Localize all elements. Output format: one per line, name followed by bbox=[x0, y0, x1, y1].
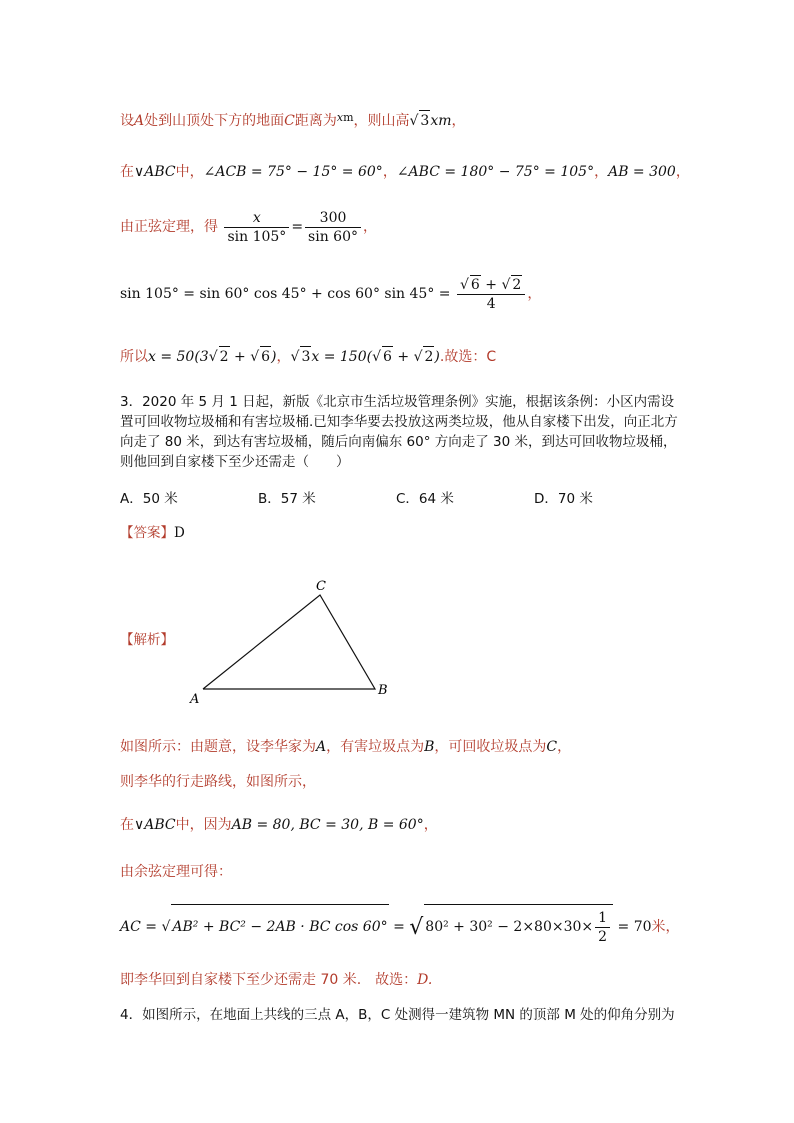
solution-line-5 bbox=[120, 346, 496, 367]
plus: + bbox=[229, 349, 251, 365]
given-values: AB = 80, BC = 30, B = 60° bbox=[231, 817, 424, 833]
denominator: sin 105° bbox=[227, 228, 287, 245]
var-A: A bbox=[134, 113, 145, 129]
numerator: √ 6 + √ 2 bbox=[457, 275, 525, 295]
var-xm: xm bbox=[430, 113, 452, 129]
answer-value: D bbox=[174, 525, 185, 541]
text: 中，因为 bbox=[175, 817, 232, 833]
text: ， bbox=[382, 164, 397, 180]
angle-acb-eq: ∠ACB = 75° − 15° = 60° bbox=[203, 164, 383, 180]
option-c: C．64 米 bbox=[396, 491, 454, 507]
sqrt-value: 6 bbox=[470, 277, 480, 293]
denominator: 2 bbox=[598, 928, 608, 945]
triangle-figure bbox=[180, 570, 400, 710]
expr: x = 150( bbox=[311, 349, 373, 365]
sqrt-value: 3 bbox=[300, 346, 311, 367]
numerator: 300 bbox=[305, 209, 361, 228]
sqrt-value: 3 bbox=[419, 110, 430, 131]
sol3-line-4: 由余弦定理可得： bbox=[120, 864, 232, 880]
expr: 80² + 30² − 2×80×30× bbox=[425, 919, 594, 935]
text: ，可回收垃圾点为 bbox=[434, 739, 547, 755]
var-B: B bbox=[424, 739, 435, 755]
text: 距离为 bbox=[294, 113, 337, 129]
vertex-label-c: C bbox=[316, 579, 326, 594]
denominator: sin 60° bbox=[308, 228, 358, 245]
triangle-edges bbox=[203, 595, 375, 689]
height-result: √ 3x = 150(√ 6 + √ 2) bbox=[291, 349, 440, 365]
fraction-x-sin105 bbox=[224, 209, 289, 246]
unit: 米， bbox=[651, 919, 680, 935]
sin105-expansion: sin 105° = sin 60° cos 45° + cos 60° sin 45° = bbox=[120, 286, 451, 302]
vertex-label-a: A bbox=[190, 692, 200, 707]
option-a: A．50 米 bbox=[120, 491, 178, 507]
var-x: x bbox=[336, 111, 344, 124]
equals: = bbox=[291, 219, 304, 235]
fraction-half bbox=[595, 909, 610, 946]
expr: x = 50(3 bbox=[148, 349, 209, 365]
angle-abc-eq: ∠ABC = 180° − 75° = 105° bbox=[396, 164, 595, 180]
vertex-label-b: B bbox=[378, 683, 388, 698]
text: ， bbox=[276, 349, 291, 365]
text: 设 bbox=[120, 113, 134, 129]
option-d: D．70 米 bbox=[534, 491, 593, 507]
text: 即李华回到自家楼下至少还需走 70 米. 故选： bbox=[120, 972, 418, 988]
plus: + bbox=[392, 349, 414, 365]
solution-line-2 bbox=[120, 162, 690, 182]
expr: ) bbox=[271, 349, 277, 365]
result: = 70 bbox=[617, 919, 652, 935]
text: 由正弦定理，得 bbox=[120, 219, 218, 235]
text: 中， bbox=[175, 164, 204, 180]
text: ， bbox=[527, 286, 542, 302]
sqrt-value: 6 bbox=[382, 346, 393, 367]
text: 在 bbox=[120, 164, 134, 180]
fraction-300-sin60 bbox=[305, 209, 361, 246]
unit-m: m bbox=[343, 111, 354, 124]
numerator: 1 bbox=[595, 909, 610, 928]
text: 如图所示：由题意，设李华家为 bbox=[120, 739, 316, 755]
plus: + bbox=[480, 277, 502, 293]
answer-line bbox=[120, 523, 185, 543]
answer-d: D. bbox=[417, 972, 433, 988]
sqrt-value: 2 bbox=[219, 346, 230, 367]
triangle-abc: ∨ABC bbox=[134, 164, 176, 180]
text: ， bbox=[557, 739, 572, 755]
text: ， bbox=[675, 164, 690, 180]
question-3-text: 3．2020 年 5 月 1 日起，新版《北京市生活垃圾管理条例》实施，根据该条例：小区内需设置可回收物垃圾桶和有害垃圾桶.已知李华要去投放这两类垃圾，他从自家楼下出发，向正北方向走了 80 米，到达有害垃圾桶，随后向南偏东 60° 方向走了 30 米，到达可回收物垃圾桶，则他回到自家楼下至少还需走（ ） bbox=[120, 394, 678, 470]
x-result: x = 50(3√ 2 + √ 6) bbox=[148, 349, 277, 365]
var-C: C bbox=[546, 739, 558, 755]
sol3-line-5: AC = √ AB² + BC² − 2AB · BC cos 60° = √ 80² + 30² − 2×80×30× $\frac{1}{2}$ = 70米， bbox=[120, 904, 680, 950]
sol3-line-3 bbox=[120, 815, 438, 835]
numerator: x bbox=[224, 209, 289, 228]
text: ， bbox=[363, 219, 377, 235]
sqrt-expression: √ 3xm bbox=[410, 113, 452, 129]
text: ，则山高 bbox=[353, 113, 410, 129]
cosine-law-expr: AB² + BC² − 2AB · BC cos 60° bbox=[171, 904, 388, 949]
solution-line-4 bbox=[120, 274, 541, 314]
question-4-text: 4．如图所示，在地面上共线的三点 A，B，C 处测得一建筑物 MN 的顶部 M 处的仰角分别为 bbox=[120, 1007, 675, 1023]
equals: = bbox=[393, 919, 405, 935]
expr: ) bbox=[434, 349, 440, 365]
solution-line-3 bbox=[120, 207, 377, 247]
numeric-expr bbox=[424, 904, 613, 949]
text: ，有害垃圾点为 bbox=[326, 739, 425, 755]
analysis-label: 【解析】 bbox=[120, 632, 174, 648]
ac-lhs: AC = bbox=[120, 919, 158, 935]
triangle-abc: ∨ABC bbox=[134, 817, 176, 833]
sol3-line-1 bbox=[120, 737, 571, 757]
text: ， bbox=[451, 113, 466, 129]
sqrt-value: 2 bbox=[423, 346, 434, 367]
solution-line-1 bbox=[120, 108, 466, 131]
text: 在 bbox=[120, 817, 134, 833]
ab-eq: AB = 300 bbox=[608, 164, 676, 180]
fraction-sqrt6-sqrt2 bbox=[457, 275, 525, 313]
text: 处到山顶处下方的地面 bbox=[144, 113, 285, 129]
text: ， bbox=[594, 164, 609, 180]
sol3-line-2: 则李华的行走路线，如图所示， bbox=[120, 774, 316, 790]
sqrt-value: 2 bbox=[512, 277, 522, 293]
answer-label: 【答案】 bbox=[120, 525, 174, 541]
text: ， bbox=[423, 817, 438, 833]
option-b: B．57 米 bbox=[258, 491, 316, 507]
sol3-line-6 bbox=[120, 970, 432, 990]
var-C: C bbox=[284, 113, 295, 129]
text: 所以 bbox=[120, 349, 148, 365]
sqrt-value: 6 bbox=[260, 346, 271, 367]
text: .故选：C bbox=[439, 349, 497, 365]
denominator: 4 bbox=[486, 296, 496, 312]
var-A: A bbox=[316, 739, 327, 755]
